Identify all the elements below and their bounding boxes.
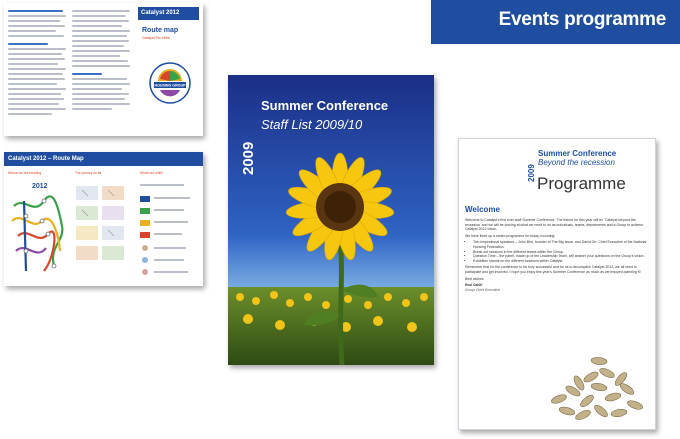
route-map-col2-heading: The journey so far	[75, 171, 102, 175]
welcome-intro: Welcome to Catalyst's first ever staff Summer Conference. The theme for this year will be 'Catalyst beyond the recession' and we will be looking at what we need to do as individuals, teams, departments and a Group to achieve Catalyst 2012 vision.	[465, 218, 644, 232]
route-map-card[interactable]	[4, 152, 203, 286]
brochure-text-column-1	[8, 7, 68, 118]
sunflower-seeds-photo	[539, 339, 649, 427]
list-item: • Two inspirational speakers – John Bird, founder of The Big Issue, and David Orr, Chief Executive of the National Housing Federation.	[473, 240, 651, 249]
signoff: Best wishes	[465, 276, 484, 281]
brochure-route-subtitle: Catalyst Pre Hilite	[142, 36, 170, 40]
programme-bullet-list	[465, 240, 651, 263]
cover-subtitle: Staff List 2009/10	[261, 117, 363, 132]
route-map-brochure[interactable]	[4, 3, 203, 136]
banner-title: Events programme	[498, 9, 666, 30]
route-map-diagram	[4, 176, 203, 286]
cover-year: 2009	[240, 141, 257, 175]
list-item: • Question Time – the panel, made up of the Leadership Team, will answer your questions on the Group's vision.	[473, 254, 651, 259]
brochure-tag: Catalyst 2012	[138, 7, 199, 20]
list-item: • Exhibition stands on the different functions within Catalyst.	[473, 259, 651, 264]
programme-year: 2009	[527, 164, 536, 182]
programme-conference-title: Summer Conference	[538, 149, 617, 158]
signatory-name: Rod Cahill	[465, 283, 483, 288]
brochure-route-title: Route map	[142, 27, 179, 34]
programme-heading: Programme	[537, 174, 626, 193]
events-banner	[431, 0, 680, 44]
welcome-body	[465, 218, 651, 292]
list-item: • Break-out sessions in the different teams within the Group.	[473, 250, 651, 255]
route-map-col3-heading: Worth our while	[140, 171, 163, 175]
svg-text:2012: 2012	[32, 183, 48, 190]
cover-title: Summer Conference	[261, 98, 389, 113]
signatory-role: Group Chief Executive	[465, 287, 501, 292]
programme-page[interactable]	[458, 138, 656, 430]
welcome-heading: Welcome	[465, 205, 500, 214]
housing-group-logo-icon	[148, 61, 192, 105]
route-map-header: Catalyst 2012 – Route Map	[4, 152, 203, 166]
welcome-closing: Remember that for the conference to be truly successful and for us to accomplish Catalyst 2012, we all need to participate and get involved. I hope you enjoy this year's Summer Conference as much as we enjoyed planning it!	[465, 265, 641, 274]
svg-text:HOUSING GROUP: HOUSING GROUP	[154, 83, 186, 88]
programme-conference-subtitle: Beyond the recession	[538, 158, 615, 167]
welcome-lead: We have lined up a varied programme for today, including:	[465, 233, 556, 238]
route-map-col1-heading: Where we are heading	[8, 171, 42, 175]
brochure-text-column-2	[72, 7, 132, 113]
staff-list-cover[interactable]	[228, 75, 434, 365]
